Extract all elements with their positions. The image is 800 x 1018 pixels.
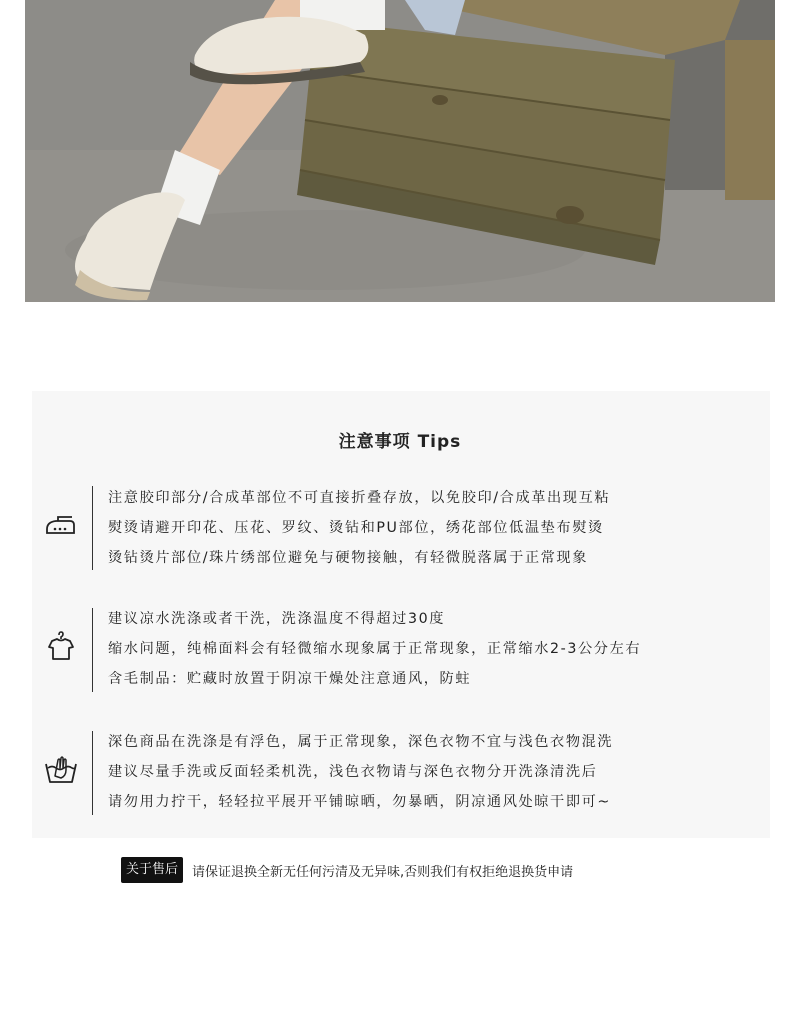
section-divider [92,486,93,570]
tip-line: 请勿用力拧干，轻轻拉平展开平铺晾晒，勿暴晒，阴凉通风处晾干即可~ [108,794,611,810]
tip-line: 深色商品在洗涤是有浮色，属于正常现象，深色衣物不宜与浅色衣物混洗 [108,734,614,750]
hand-wash-icon [44,752,78,786]
product-photo [25,0,775,302]
tips-section-ironing [0,481,800,575]
tip-line: 注意胶印部分/合成革部位不可直接折叠存放，以免胶印/合成革出现互粘 [108,490,611,506]
tip-line: 建议尽量手洗或反面轻柔机洗，浅色衣物请与深色衣物分开洗涤清洗后 [108,764,598,780]
hanger-shirt-icon [44,629,78,663]
iron-icon [44,509,78,543]
tips-title: 注意事项 Tips [338,432,462,452]
section-divider [92,608,93,692]
after-sales-text: 请保证退换全新无任何污清及无异味,否则我们有权拒绝退换货申请 [192,864,574,880]
photo-illustration [25,0,775,302]
after-sales-badge: 关于售后 [121,857,183,883]
after-sales-notice [121,857,573,883]
section-divider [92,731,93,815]
tip-line: 熨烫请避开印花、压花、罗纹、烫钻和PU部位，绣花部位低温垫布熨烫 [108,520,604,536]
tip-line: 烫钻烫片部位/珠片绣部位避免与硬物接触，有轻微脱落属于正常现象 [108,550,589,566]
tip-line: 含毛制品：贮藏时放置于阴凉干燥处注意通风，防蛀 [108,671,472,687]
tip-line: 建议凉水洗涤或者干洗，洗涤温度不得超过30度 [108,611,446,627]
tip-line: 缩水问题，纯棉面料会有轻微缩水现象属于正常现象，正常缩水2-3公分左右 [108,641,642,657]
tips-section-care [0,726,800,820]
tips-section-washing [0,603,800,697]
